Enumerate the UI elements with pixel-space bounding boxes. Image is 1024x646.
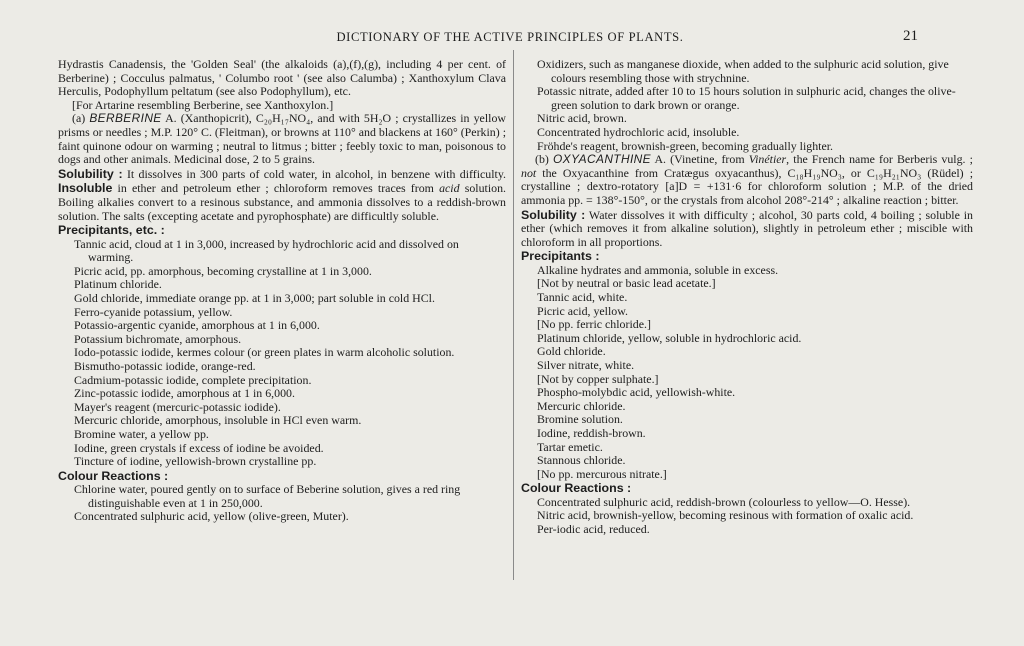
list-item: Iodine, green crystals if excess of iodine be avoided. [74,440,324,455]
list-item: Concentrated hydrochloric acid, insoluble. [537,124,740,139]
right-column [521,58,973,537]
list-item: [No pp. mercurous nitrate.] [537,466,667,481]
list-item: Concentrated sulphuric acid, reddish-brown (colourless to yellow—O. Hesse). [537,494,911,509]
list-item: Bromine solution. [537,412,623,427]
list-item: Cadmium-potassic iodide, complete precipitation. [74,372,312,387]
list-item: Bismutho-potassic iodide, orange-red. [74,358,256,373]
precipitants-heading: Precipitants : [521,249,600,264]
list-item: Concentrated sulphuric acid, yellow (olive-green, Muter). [74,509,349,524]
list-item: Gold chloride, immediate orange pp. at 1 in 3,000; part soluble in cold HCl. [74,291,435,305]
list-item: Mercuric chloride, amorphous, insoluble in HCl even warm. [74,413,362,428]
list-item: Alkaline hydrates and ammonia, soluble in excess. [537,262,779,277]
list-item: Nitric acid, brown. [537,111,627,126]
intro-paragraph: Hydrastis Canadensis, the 'Golden Seal' (the alkaloids (a),(f),(g), including 4 per cent. of Berberine) ; Cocculus palmatus, ' Columbo root ' (see also Calumba) ; Xanthoxylum Clava Herculis, Podophyllum peltatum (see also Podophyllum), etc. [58,57,506,99]
list-item: Iodine, reddish-brown. [537,425,646,440]
list-item: Picric acid, yellow. [537,303,629,318]
solubility-text: It dissolves in 300 parts of cold water, in alcohol, in benzene with difficulty. [126,166,506,181]
list-item: Potassio-argentic cyanide, amorphous at 1 in 6,000. [74,318,320,333]
list-item: Gold chloride. [537,344,606,359]
list-item: Platinum chloride, yellow, soluble in hydrochloric acid. [537,330,802,345]
list-item: Tincture of iodine, yellowish-brown crystalline pp. [74,454,317,469]
list-item: [Not by neutral or basic lead acetate.] [537,276,716,291]
entry-text: A. (Xanthopicrit), C₂₀H₁₇NO₄, and with 5H₂O ; crystallizes in yellow prisms or needles ; M.P. 120° C. (Fleitman), or browns at 110° and blackens at 160° (Perkin) ; faint quinone odour on warming ; neutral to litmus ; bitter ; feebly toxic to man, poisonous to dogs and other animals. Medicinal dose, 2 to 5 grains. [58,111,506,167]
solubility-heading: Solubility : [58,166,123,181]
solubility-acid: acid [439,181,460,196]
solubility-paragraph [58,167,506,223]
precipitants-heading: Precipitants, etc. : [58,223,165,238]
list-item: Oxidizers, such as manganese dioxide, when added to the sulphuric acid solution, give colours resembling those with strychnine. [537,57,949,85]
running-head: DICTIONARY OF THE ACTIVE PRINCIPLES OF PLANTS. [336,30,684,44]
list-item: Per-iodic acid, reduced. [537,522,650,536]
artarine-note: [For Artarine resembling Berberine, see Xanthoxylon.] [72,97,334,112]
list-item: Mercuric chloride. [537,398,626,413]
insoluble-heading: Insoluble [58,181,113,196]
entry-italic-not: not [521,165,537,180]
list-item: Phospho-molybdic acid, yellowish-white. [537,385,736,400]
solubility-text: Water dissolves it with difficulty ; alcohol, 30 parts cold, 4 boiling ; soluble in ether (which removes it from alkaline solution), slightly in petroleum ether ; miscible with chloroform in all proportions. [521,207,973,249]
list-item: Platinum chloride. [74,277,162,292]
list-item: [No pp. ferric chloride.] [537,317,651,332]
list-item: Potassium bichromate, amorphous. [74,331,242,346]
list-item: Picric acid, pp. amorphous, becoming crystalline at 1 in 3,000. [74,263,372,278]
page-number: 21 [903,28,918,44]
list-item: Zinc-potassic iodide, amorphous at 1 in 6,000. [74,386,295,401]
solubility-text-3: solution. Boiling alkalies convert to a resinous substance, and ammonia dissolves to a reddish-brown solution. The salts (excepting acetate and pyrophosphate) are difficultly soluble. [58,181,506,223]
entry-label: (a) [72,111,86,126]
solubility-paragraph [521,208,973,250]
list-item: Ferro-cyanide potassium, yellow. [74,304,233,319]
solubility-text-2: in ether and petroleum ether ; chloroform removes traces from [117,181,434,196]
colour-reactions-heading: Colour Reactions : [521,481,632,496]
left-column [58,58,506,524]
berberine-entry [58,112,506,166]
list-item: Chlorine water, poured gently on to surface of Beberine solution, gives a red ring distinguishable even at 1 in 250,000. [74,482,461,510]
list-item: Tannic acid, white. [537,290,628,304]
list-item: Fröhde's reagent, brownish-green, becoming gradually lighter. [537,138,834,153]
entry-label: (b) [535,152,549,167]
entry-text: A. (Vinetine, from [654,152,745,167]
list-item: Tannic acid, cloud at 1 in 3,000, increased by hydrochloric acid and dissolved on warming. [74,236,459,265]
entry-name: BERBERINE [89,111,162,126]
oxyacanthine-entry [521,153,973,207]
entry-text-3: the Oxyacanthine from Cratægus oxyacanthus), C₁₈H₁₉NO₃, or C₁₉H₂₁NO₃ (Rüdel) ; crystalline ; dextro-rotatory [a]D = +131·6 for chloroform solution ; M.P. of the dried ammonia pp. = 138°-150°, or the crystals from alcohol 208°-214° ; alkaline reaction ; bitter. [521,165,973,207]
colour-reactions-heading: Colour Reactions : [58,468,169,483]
list-item: Stannous chloride. [537,453,626,468]
entry-italic: Vinétier [748,152,787,167]
solubility-heading: Solubility : [521,207,586,222]
list-item: Potassic nitrate, added after 10 to 15 hours solution in sulphuric acid, changes the olive-green solution to dark brown or orange. [537,84,956,112]
list-item: Iodo-potassic iodide, kermes colour (or green plates in warm alcoholic solution. [74,345,455,360]
list-item: Mayer's reagent (mercuric-potassic iodide). [74,399,281,414]
list-item: Nitric acid, brownish-yellow, becoming resinous with formation of oxalic acid. [537,508,914,523]
list-item: Tartar emetic. [537,439,603,454]
list-item: Bromine water, a yellow pp. [74,426,209,441]
list-item: [Not by copper sulphate.] [537,371,659,386]
entry-text-2: , the French name for Berberis vulg. ; [786,152,973,167]
column-divider [513,50,514,580]
list-item: Silver nitrate, white. [537,357,635,372]
entry-name: OXYACANTHINE [553,152,651,167]
